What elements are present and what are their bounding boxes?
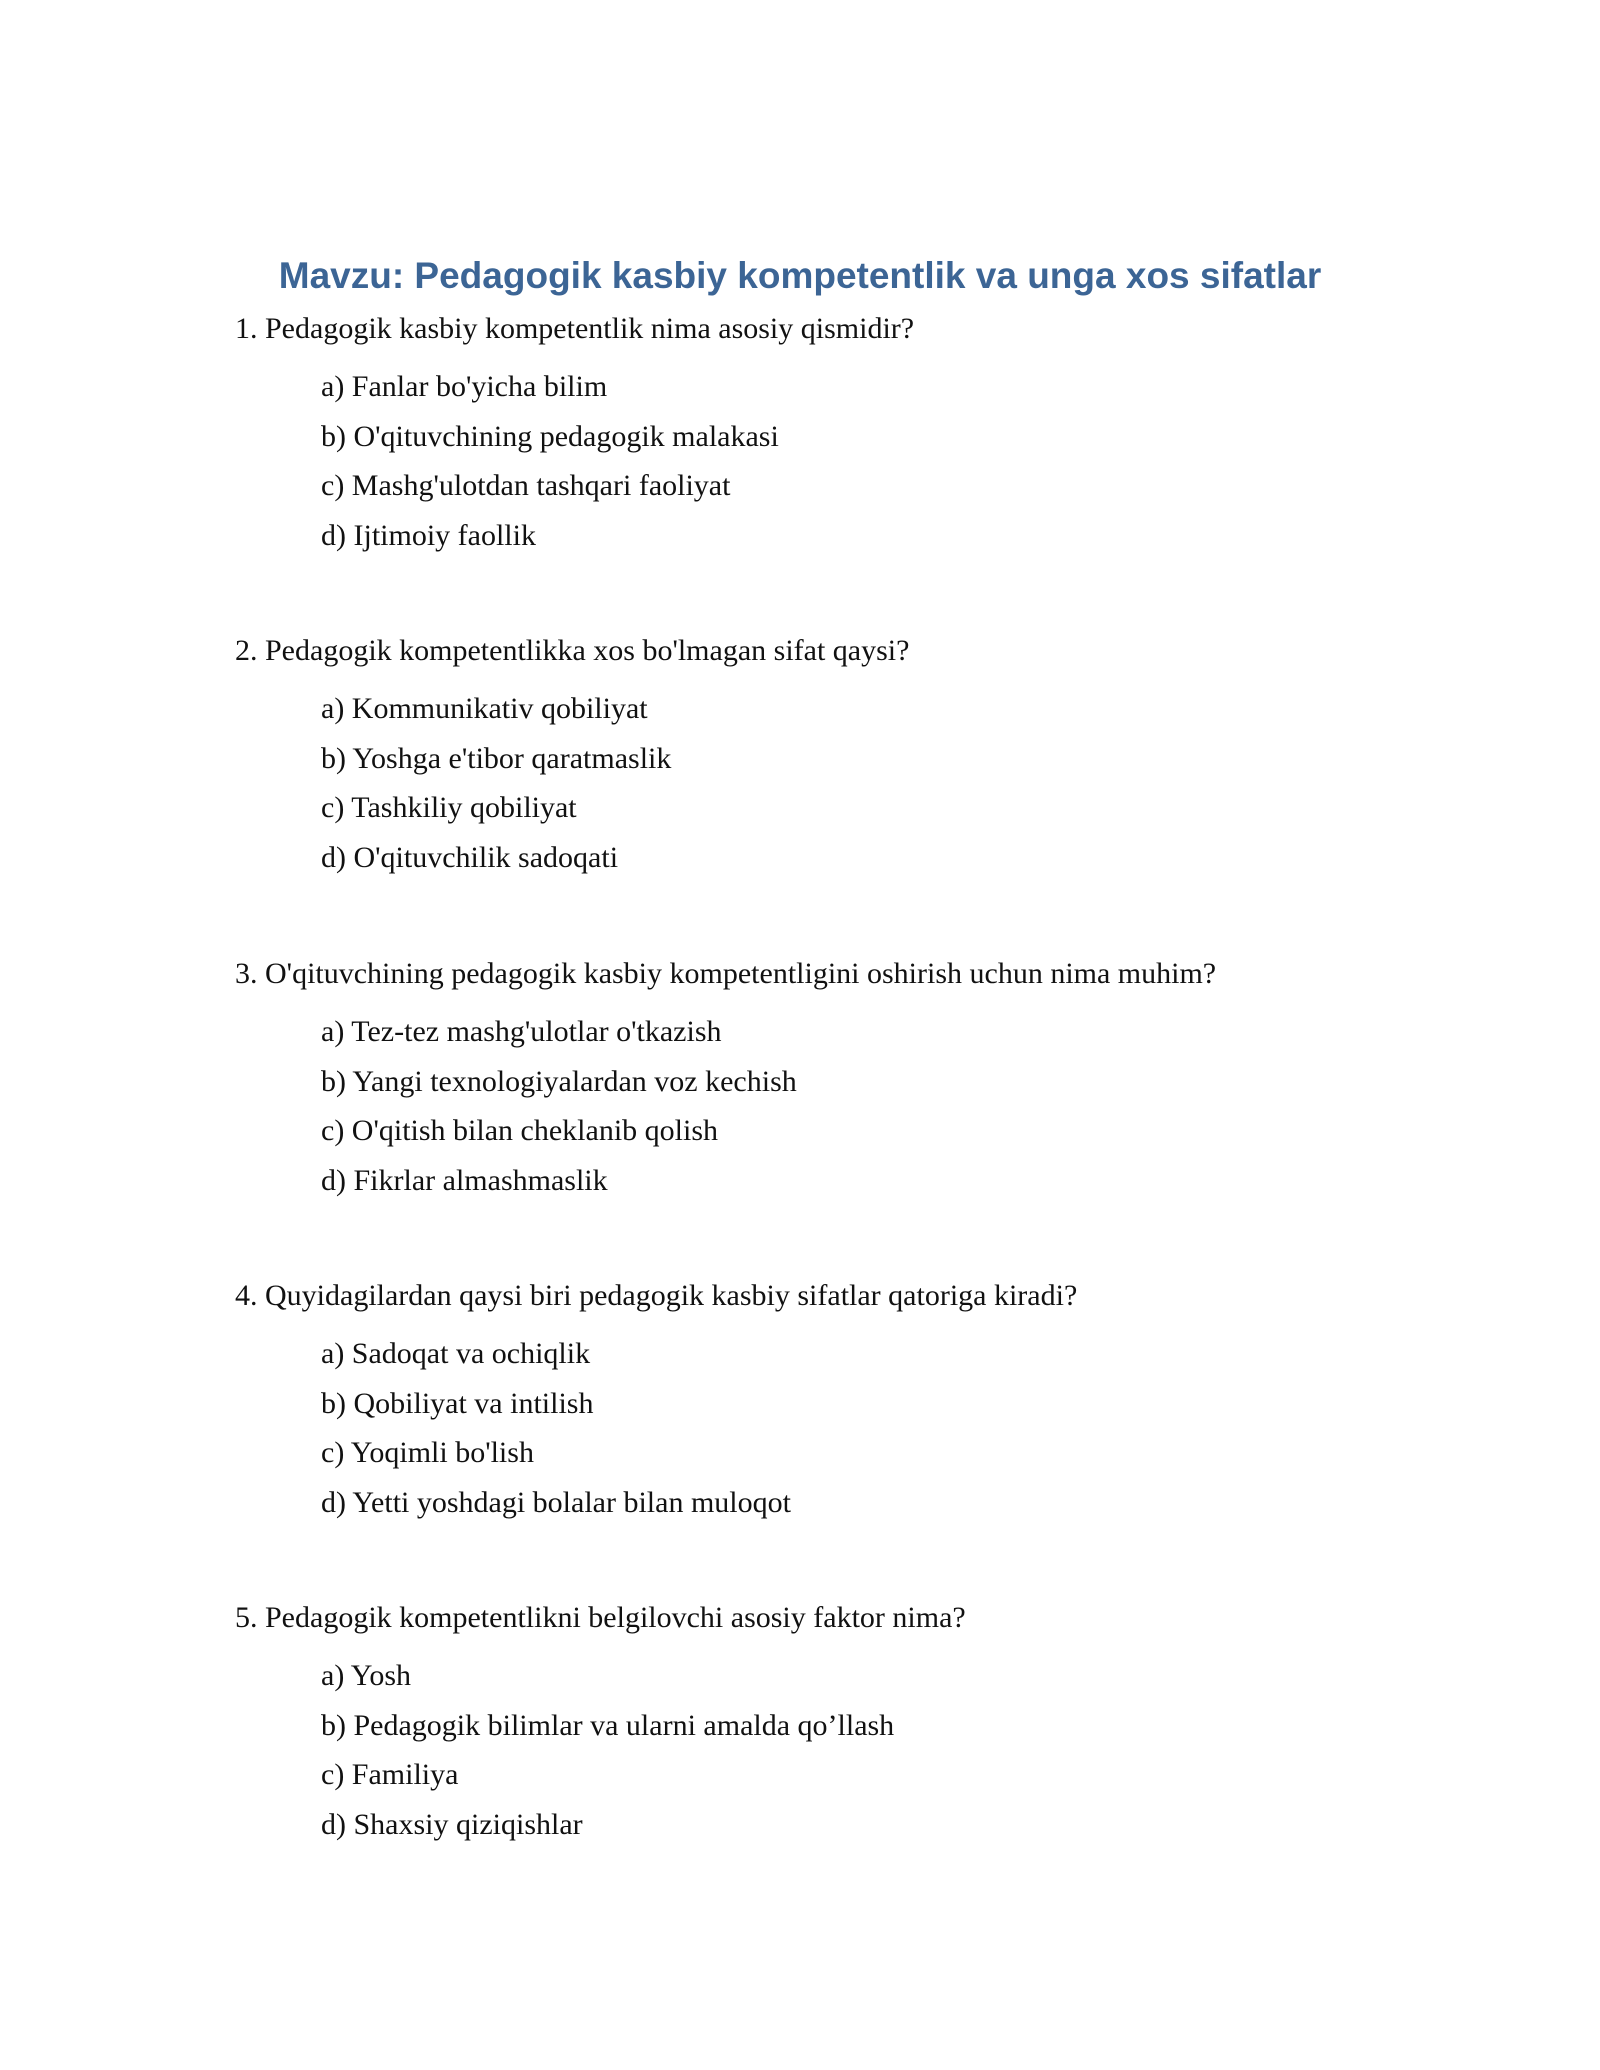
answer-options [235, 689, 1435, 878]
option-b: b) Pedagogik bilimlar va ularni amalda qo’llash [321, 1708, 895, 1742]
option-b: b) Yangi texnologiyalardan voz kechish [321, 1064, 797, 1098]
option-b: b) Yoshga e'tibor qaratmaslik [321, 741, 672, 775]
question-5 [235, 1598, 1435, 1854]
question-text: 1. Pedagogik kasbiy kompetentlik nima asosiy qismidir? [235, 312, 915, 345]
option-d: d) O'qituvchilik sadoqati [321, 840, 619, 874]
option-c: c) Mashg'ulotdan tashqari faoliyat [321, 469, 731, 502]
question-text: 5. Pedagogik kompetentlikni belgilovchi asosiy faktor nima? [235, 1601, 966, 1634]
page-title: Mavzu: Pedagogik kasbiy kompetentlik va unga xos sifatlar [278, 255, 1322, 296]
option-b: b) O'qituvchining pedagogik malakasi [321, 419, 779, 453]
option-d: d) Ijtimoiy faollik [321, 518, 536, 552]
answer-options [235, 1334, 1435, 1523]
option-c: c) Tashkiliy qobiliyat [321, 791, 577, 824]
option-d: d) Fikrlar almashmaslik [321, 1163, 608, 1197]
option-c: c) Yoqimli bo'lish [321, 1436, 534, 1469]
option-a: a) Yosh [321, 1659, 412, 1692]
option-a: a) Kommunikativ qobiliyat [321, 692, 648, 725]
option-d: d) Shaxsiy qiziqishlar [321, 1807, 583, 1841]
option-b: b) Qobiliyat va intilish [321, 1386, 594, 1420]
answer-options [235, 1656, 1435, 1845]
answer-options [235, 367, 1435, 556]
question-4 [235, 1276, 1435, 1532]
question-text: 2. Pedagogik kompetentlikka xos bo'lmagan sifat qaysi? [235, 634, 910, 667]
option-c: c) O'qitish bilan cheklanib qolish [321, 1114, 719, 1147]
option-a: a) Tez-tez mashg'ulotlar o'tkazish [321, 1015, 722, 1048]
option-a: a) Sadoqat va ochiqlik [321, 1337, 591, 1370]
answer-options [235, 1012, 1435, 1201]
option-d: d) Yetti yoshdagi bolalar bilan muloqot [321, 1485, 791, 1519]
question-text: 3. O'qituvchining pedagogik kasbiy kompetentligini oshirish uchun nima muhim? [235, 957, 1217, 990]
option-a: a) Fanlar bo'yicha bilim [321, 370, 608, 403]
question-3 [235, 954, 1435, 1210]
question-2 [235, 631, 1435, 887]
question-1 [235, 309, 1435, 565]
question-text: 4. Quyidagilardan qaysi biri pedagogik kasbiy sifatlar qatoriga kiradi? [235, 1279, 1078, 1312]
option-c: c) Familiya [321, 1758, 459, 1791]
